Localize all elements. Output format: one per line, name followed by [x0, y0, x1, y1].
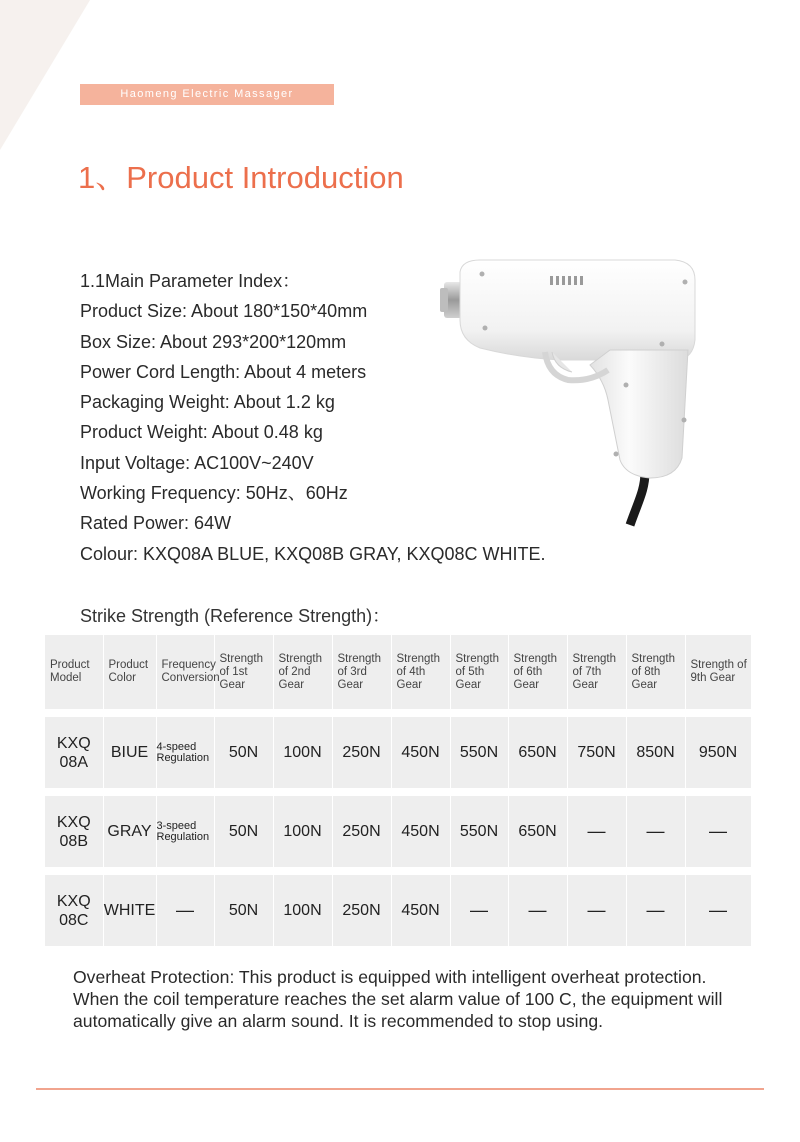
parameter-item: Input Voltage: AC100V~240V [80, 452, 314, 473]
table-row [45, 875, 751, 946]
regulation-cell: 3-speed Regulation [156, 796, 214, 867]
strength-cell: — [567, 796, 626, 867]
column-header: Strength of 1st Gear [214, 635, 273, 709]
strike-strength-table [45, 635, 752, 946]
strength-cell: 450N [391, 875, 450, 946]
strength-cell: 50N [214, 796, 273, 867]
strength-cell: 850N [626, 717, 685, 788]
column-header: Strength of 3rd Gear [332, 635, 391, 709]
strength-cell: 950N [685, 717, 751, 788]
color-cell: GRAY [103, 796, 156, 867]
brand-banner: Haomeng Electric Massager [80, 84, 334, 105]
model-cell: KXQ 08C [45, 875, 103, 946]
color-cell: BIUE [103, 717, 156, 788]
model-cell: KXQ 08A [45, 717, 103, 788]
parameter-item: Power Cord Length: About 4 meters [80, 361, 367, 382]
strength-cell: — [450, 875, 508, 946]
parameter-item: Colour: KXQ08A BLUE, KXQ08B GRAY, KXQ08C WHITE. [80, 543, 546, 564]
strength-cell: 250N [332, 717, 391, 788]
footer-divider [36, 1088, 764, 1090]
column-header: Strength of 6th Gear [508, 635, 567, 709]
parameter-item: Rated Power: 64W [80, 513, 232, 534]
column-header: Strength of 7th Gear [567, 635, 626, 709]
parameter-item: Product Weight: About 0.48 kg [80, 422, 323, 443]
strength-cell: 50N [214, 875, 273, 946]
column-header: Strength of 9th Gear [685, 635, 751, 709]
regulation-cell: — [156, 875, 214, 946]
strength-cell: 100N [273, 875, 332, 946]
overheat-protection-text: Overheat Protection: This product is equipped with intelligent overheat protection. When the coil temperature reaches the set alarm value of 100 C, the equipment will automatically give an alarm sound. It is recommended to stop using. [73, 967, 723, 1031]
strength-cell: — [626, 796, 685, 867]
strength-cell: 650N [508, 717, 567, 788]
parameter-item: Box Size: About 293*200*120mm [80, 331, 347, 352]
column-header: Strength of 2nd Gear [273, 635, 332, 709]
parameter-item: Working Frequency: 50Hz、60Hz [80, 483, 348, 504]
model-cell: KXQ 08B [45, 796, 103, 867]
strength-cell: — [626, 875, 685, 946]
strength-cell: 450N [391, 796, 450, 867]
strength-cell: 750N [567, 717, 626, 788]
strength-cell: 550N [450, 717, 508, 788]
parameter-item: Product Size: About 180*150*40mm [80, 301, 368, 322]
parameter-item: Packaging Weight: About 1.2 kg [80, 392, 335, 413]
strength-cell: 100N [273, 796, 332, 867]
table-row [45, 717, 751, 788]
massager-gun-photo [440, 240, 700, 530]
color-cell: WHITE [103, 875, 156, 946]
column-header: Product Model [45, 635, 103, 709]
regulation-cell: 4-speed Regulation [156, 717, 214, 788]
column-header: Product Color [103, 635, 156, 709]
strength-cell: 550N [450, 796, 508, 867]
corner-decoration [0, 0, 90, 150]
strike-strength-title: Strike Strength (Reference Strength)： [80, 606, 391, 626]
strength-cell: — [685, 875, 751, 946]
column-header: Strength of 5th Gear [450, 635, 508, 709]
section-title: 1、Product Introduction [78, 160, 404, 195]
strength-cell: — [685, 796, 751, 867]
strength-cell: 250N [332, 875, 391, 946]
strength-cell: — [508, 875, 567, 946]
strength-cell: 650N [508, 796, 567, 867]
strength-cell: 250N [332, 796, 391, 867]
strength-cell: 450N [391, 717, 450, 788]
strength-cell: 100N [273, 717, 332, 788]
table-header-row [45, 635, 751, 709]
table-row [45, 796, 751, 867]
parameter-heading: 1.1Main Parameter Index： [80, 271, 301, 291]
column-header: Strength of 8th Gear [626, 635, 685, 709]
strength-cell: — [567, 875, 626, 946]
column-header: Strength of 4th Gear [391, 635, 450, 709]
strength-cell: 50N [214, 717, 273, 788]
column-header: Frequency Conversion [156, 635, 214, 709]
